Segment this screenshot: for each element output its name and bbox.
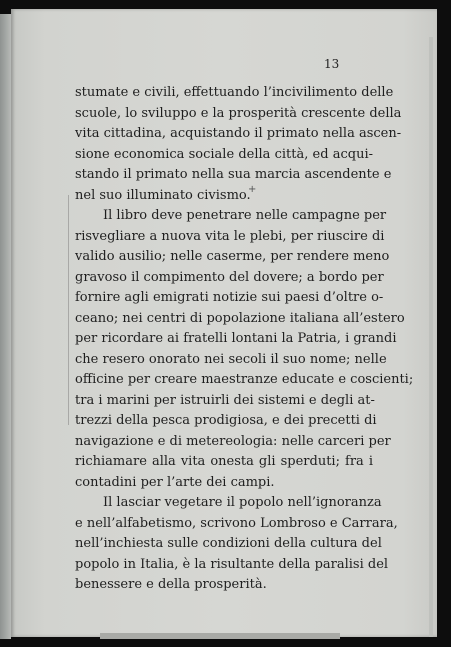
text-line: fornire agli emigrati notizie sui paesi d’oltre o- — [75, 290, 384, 305]
text-line: stando il primato nella sua marcia ascendente e — [75, 167, 392, 182]
text-line: tra i marini per istruirli dei sistemi e degli at- — [75, 392, 375, 408]
text-line: Il lasciar vegetare il popolo nell’ignoranza — [103, 495, 382, 510]
text-line: stumate e civili, effettuando l’incivilimento delle — [75, 85, 394, 100]
text-line: trezzi della pesca prodigiosa, e dei precetti di — [75, 413, 377, 428]
text-line: valido ausilio; nelle caserme, per rendere meno — [75, 249, 390, 264]
text-line: nel suo illuminato civismo. — [75, 187, 251, 203]
book-page — [11, 9, 437, 637]
paragraph-3 — [75, 493, 398, 596]
text-line: per ricordare ai fratelli lontani la Patria, i grandi — [75, 331, 397, 346]
text-line: richiamare alla vita onesta gli sperduti; fra i — [75, 454, 373, 469]
text-line: officine per creare maestranze educate e coscienti; — [75, 372, 414, 387]
text-line: risvegliare a nuova vita le plebi, per riuscire di — [75, 228, 385, 244]
previous-page-edge — [0, 14, 11, 639]
text-line: contadini per l’arte dei campi. — [75, 474, 275, 490]
paragraph-2 — [75, 206, 414, 493]
text-line: Il libro deve penetrare nelle campagne per — [103, 208, 387, 223]
text-line: ceano; nei centri di popolazione italiana all’estero — [75, 310, 405, 326]
text-line: nell’inchiesta sulle condizioni della cultura del — [75, 536, 382, 551]
lower-page-edge — [100, 633, 340, 639]
text-line: che resero onorato nei secoli il suo nome; nelle — [75, 351, 387, 367]
text-line: popolo in Italia, è la risultante della paralisi del — [75, 556, 389, 572]
text-line: scuole, lo sviluppo e la prosperità crescente della — [75, 105, 402, 121]
paragraph-1 — [75, 83, 402, 206]
text-line: vita cittadina, acquistando il primato nella ascen- — [75, 126, 402, 141]
pencil-margin-mark — [68, 195, 71, 425]
page-number: 13 — [324, 57, 340, 71]
text-line: e nell’alfabetismo, scrivono Lombroso e Carrara, — [75, 515, 398, 531]
pencil-cross-mark: + — [248, 184, 257, 195]
page-edge-shadow — [429, 37, 433, 637]
body-text — [75, 83, 414, 596]
text-line: sione economica sociale della città, ed acqui- — [75, 146, 373, 162]
text-line: gravoso il compimento del dovere; a bordo per — [75, 269, 384, 285]
text-line: navigazione e di metereologia: nelle carceri per — [75, 433, 391, 449]
text-line: benessere e della prosperità. — [75, 577, 267, 592]
